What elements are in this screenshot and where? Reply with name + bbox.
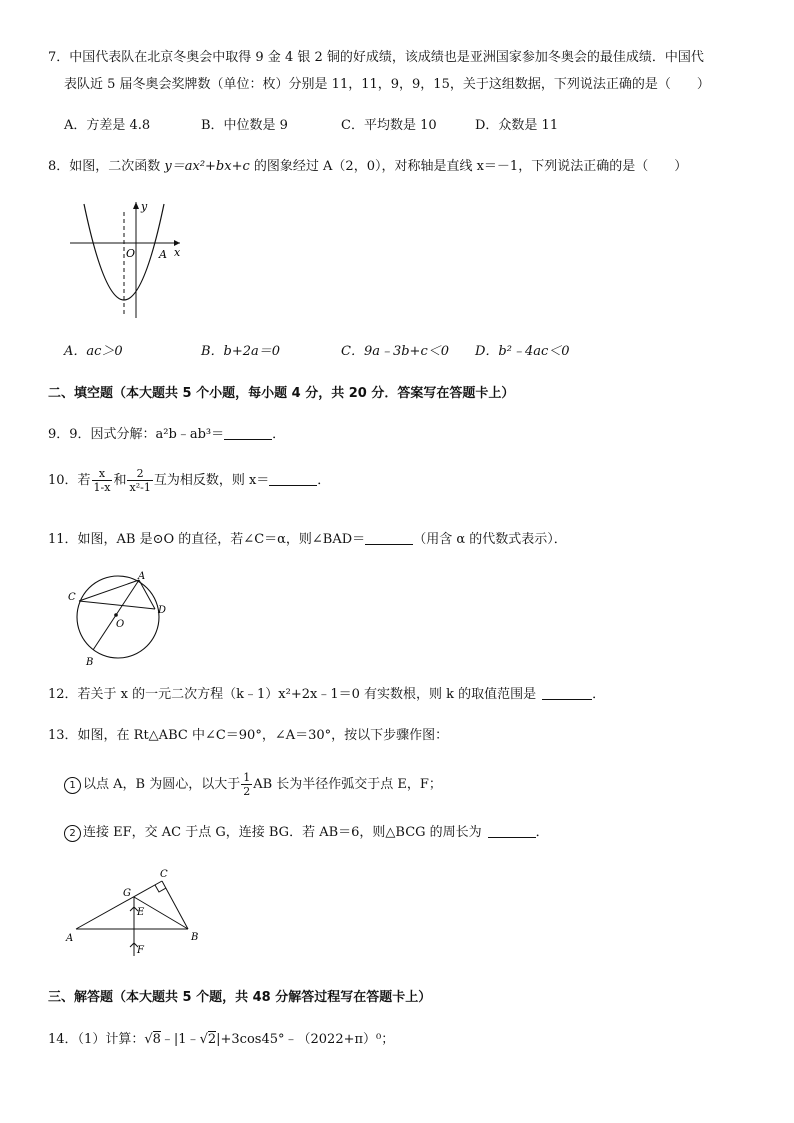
q10-fraction-2 — [127, 467, 152, 494]
center-point — [114, 613, 118, 617]
section-3-heading: 三、解答题（本大题共 5 个题，共 48 分解答过程写在答题卡上） — [48, 990, 432, 1005]
one-half-fraction — [241, 771, 252, 798]
q14-radicand-1: 8 — [152, 1032, 161, 1047]
q8-option-b: B．b+2a＝0 — [201, 344, 281, 359]
side-ac — [76, 881, 162, 929]
q14-post: |+3cos45°﹣（2022+π）⁰； — [216, 1032, 395, 1047]
half-denominator: 2 — [243, 785, 251, 798]
sqrt-sign-1: √ — [144, 1032, 153, 1047]
point-a-label: A — [159, 248, 167, 261]
q13-step-1 — [64, 770, 442, 800]
step1-post: AB 长为半径作弧交于点 E，F； — [253, 777, 442, 792]
q8-stem — [48, 157, 687, 177]
q10-stem — [48, 466, 330, 496]
y-label: y — [141, 200, 148, 213]
x-label: x — [174, 246, 181, 259]
q7-option-c: C．平均数是 10 — [341, 118, 437, 133]
q8-function: y＝ax²+bx+c — [164, 159, 250, 174]
q12-stem — [48, 685, 605, 705]
q8-prefix: 8．如图，二次函数 — [48, 159, 165, 174]
q10-mid: 和 — [113, 473, 127, 488]
q14-stem — [48, 1030, 394, 1050]
section-2-heading: 二、填空题（本大题共 5 个小题，每小题 4 分，共 20 分．答案写在答题卡上） — [48, 386, 515, 401]
label-a: A — [66, 933, 74, 944]
step1-pre: 以点 A，B 为圆心，以大于 — [83, 777, 241, 792]
q10-answer-blank — [269, 471, 317, 486]
q13-step-2 — [64, 823, 549, 843]
label-f: F — [137, 945, 144, 956]
q8-parabola-figure — [62, 196, 192, 322]
q7-stem-line1: 7．中国代表队在北京冬奥会中取得 9 金 4 银 2 铜的好成绩，该成绩也是亚洲国家参加冬奥会的最佳成绩．中国代 — [48, 50, 704, 65]
q12-answer-blank — [542, 685, 592, 700]
q8-option-d: D．b²﹣4ac＜0 — [475, 344, 570, 359]
chord-cd — [79, 601, 155, 609]
q10-f1-denominator: 1-x — [93, 481, 111, 494]
q13-answer-blank — [488, 823, 536, 838]
q10-fraction-1 — [92, 467, 113, 494]
step1-marker: 1 — [64, 777, 81, 794]
q9-answer-blank — [224, 425, 272, 440]
step2-marker: 2 — [64, 825, 81, 842]
q8-option-a: A．ac＞0 — [64, 344, 123, 359]
half-numerator: 1 — [243, 771, 251, 784]
q10-post: 互为相反数，则 x＝ — [153, 473, 270, 488]
q8-rest: 的图象经过 A（2，0），对称轴是直线 x＝－1，下列说法正确的是（ ） — [249, 159, 688, 174]
q11-circle-figure — [62, 568, 180, 666]
chord-ca — [79, 580, 139, 601]
q10-f2-numerator: 2 — [127, 467, 152, 481]
origin-label: O — [126, 247, 136, 260]
q7-option-a: A．方差是 4.8 — [64, 118, 151, 133]
step2-text: 连接 EF，交 AC 于点 G，连接 BG．若 AB＝6，则△BCG 的周长为 — [83, 825, 482, 840]
label-g: G — [123, 888, 131, 899]
sqrt-sign-2: √ — [199, 1032, 208, 1047]
circle-o — [77, 576, 159, 658]
q12-text: 12．若关于 x 的一元二次方程（k﹣1）x²+2x﹣1＝0 有实数根，则 k 的取值范围是 — [48, 687, 537, 702]
q11-text: 11．如图，AB 是⊙O 的直径，若∠C＝α，则∠BAD＝ — [48, 532, 366, 547]
q12-end: ． — [592, 687, 606, 702]
q7-stem-line2: 表队近 5 届冬奥会奖牌数（单位：枚）分别是 11，11，9，9，15，关于这组数据，下列说法正确的是（ ） — [64, 77, 710, 92]
q13-end: ． — [535, 825, 549, 840]
q13-triangle-figure — [62, 864, 214, 964]
label-o: O — [116, 619, 125, 630]
q10-f2-denominator: x²-1 — [129, 481, 151, 494]
label-a: A — [138, 571, 146, 582]
q9-text: 9．9．因式分解：a²b﹣ab³＝ — [48, 427, 225, 442]
q14-pre: 14．（1）计算： — [48, 1032, 145, 1047]
label-c: C — [68, 592, 76, 603]
q14-radicand-2: 2 — [207, 1032, 217, 1047]
y-axis-arrow — [133, 202, 139, 209]
q11-stem — [48, 530, 567, 550]
label-d: D — [158, 605, 167, 616]
q7-option-b: B．中位数是 9 — [201, 118, 288, 133]
label-b: B — [86, 657, 94, 666]
label-b: B — [191, 932, 199, 943]
q9-stem — [48, 425, 285, 445]
q8-option-c: C．9a﹣3b+c＜0 — [341, 344, 450, 359]
q11-answer-blank — [365, 530, 413, 545]
label-c: C — [160, 869, 168, 880]
q7-option-d: D．众数是 11 — [475, 118, 559, 133]
q13-stem: 13．如图，在 Rt△ABC 中∠C＝90°，∠A＝30°，按以下步骤作图： — [48, 728, 449, 743]
label-e: E — [137, 907, 145, 918]
q11-end: （用含 α 的代数式表示）． — [413, 532, 567, 547]
q9-end: ． — [272, 427, 286, 442]
q10-f1-numerator: x — [92, 467, 113, 481]
q14-mid: ﹣|1﹣ — [160, 1032, 200, 1047]
q10-pre: 10．若 — [48, 473, 91, 488]
q10-end: ． — [317, 473, 331, 488]
